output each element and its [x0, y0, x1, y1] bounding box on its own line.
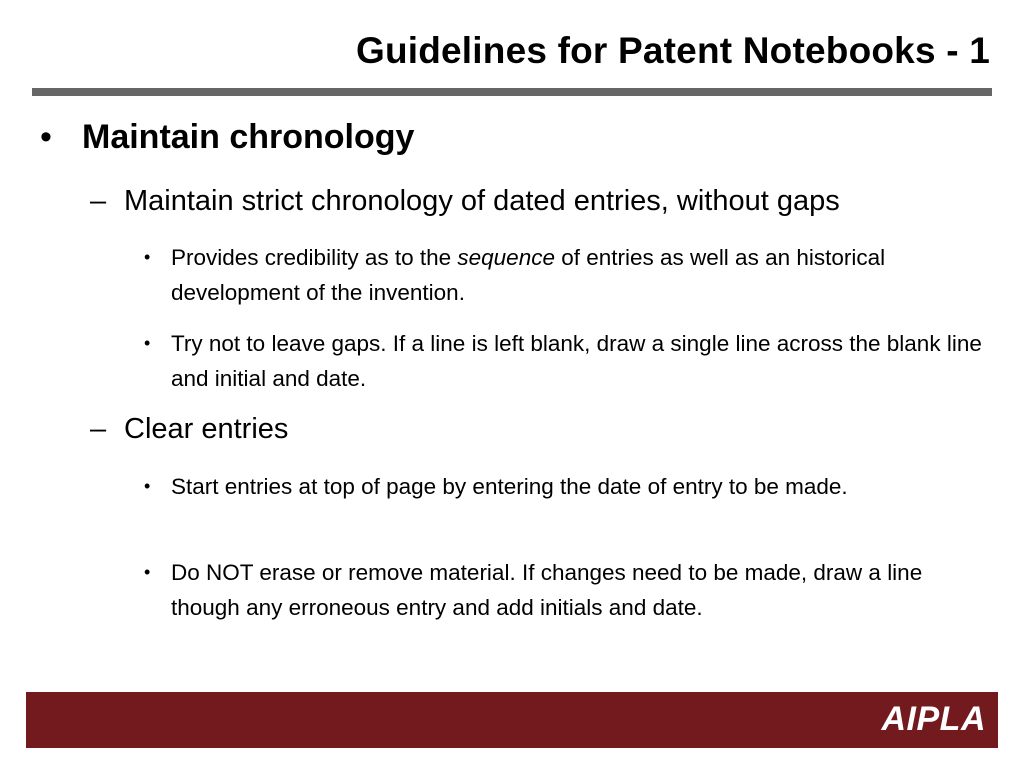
sub-bullet — [144, 469, 994, 504]
sub-bullet-text: Do NOT erase or remove material. If changes need to be made, draw a line though any erroneous entry and add initials and date. — [171, 560, 923, 620]
bullet-icon: • — [144, 476, 151, 496]
aipla-logo: AIPLA — [881, 700, 986, 738]
sub-bullet-text-part: of entries as well as an historical development of the invention. — [171, 245, 886, 305]
sub-bullet-text — [171, 240, 994, 310]
bullet-icon: • — [144, 333, 151, 353]
emphasis-text: sequence — [457, 245, 555, 270]
sub-bullet-text-part: Provides credibility as to the — [171, 245, 458, 270]
sub-bullet-text: Start entries at top of page by entering the date of entry to be made. — [171, 474, 848, 499]
sub-bullet-text: Try not to leave gaps. If a line is left blank, draw a single line across the blank line and initial and date. — [171, 331, 982, 391]
slide-title: Guidelines for Patent Notebooks - 1 — [355, 30, 990, 71]
sub-bullet — [144, 240, 994, 310]
bullet-icon: • — [144, 247, 151, 267]
dash-icon: – — [90, 413, 107, 445]
dash-icon: – — [90, 185, 107, 217]
section-heading-text: Clear entries — [124, 413, 289, 445]
sub-bullet — [144, 555, 994, 625]
title-divider — [32, 88, 992, 96]
sub-bullet — [144, 326, 994, 396]
bullet-icon: • — [144, 562, 151, 582]
section-heading-text: Maintain strict chronology of dated entries, without gaps — [124, 185, 840, 217]
footer-bar — [26, 692, 998, 748]
bullet-icon: • — [40, 118, 52, 156]
main-bullet-text: Maintain chronology — [82, 118, 415, 156]
